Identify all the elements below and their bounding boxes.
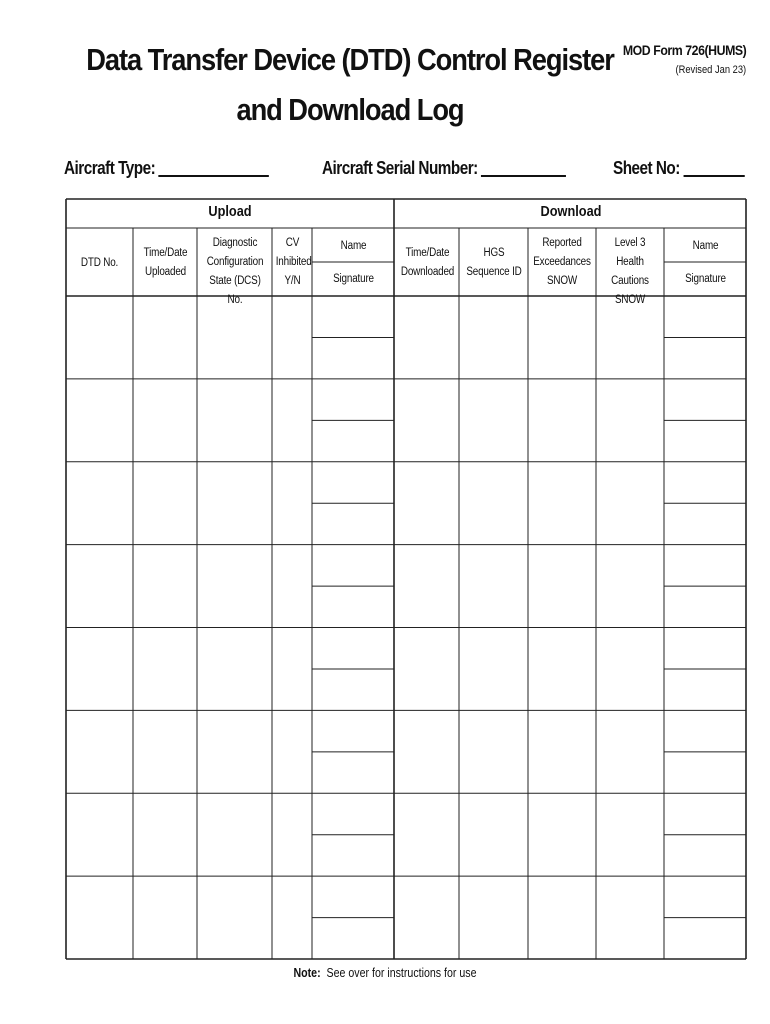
form-revision: (Revised Jan 23) [675, 64, 746, 76]
col-time-downloaded-l2: Downloaded [400, 266, 455, 278]
col-level3-cautions [601, 234, 659, 310]
col-exceedances-l2: Exceedances [533, 256, 591, 268]
aircraft-serial-label: Aircraft Serial Number: [322, 158, 478, 178]
col-dcs [203, 234, 267, 310]
col-cv-inhibited [276, 234, 310, 291]
col-exceedances [533, 234, 591, 291]
col-upload-name: Name [340, 240, 367, 252]
form-number: MOD Form 726(HUMS) [622, 42, 746, 58]
col-time-uploaded-l2: Uploaded [145, 266, 186, 278]
col-cv-l3: Y/N [284, 275, 301, 287]
col-level3-l1: Level 3 Health [614, 237, 646, 268]
col-level3-l2: Cautions [611, 275, 649, 287]
col-time-downloaded [400, 244, 454, 282]
col-dcs-l3: State (DCS) No. [209, 275, 261, 306]
col-upload-signature: Signature [333, 273, 374, 285]
col-time-downloaded-l1: Time/Date [405, 247, 450, 259]
aircraft-type-label: Aircraft Type: [64, 158, 156, 178]
col-exceedances-l3: SNOW [546, 275, 578, 287]
col-hgs-l1: HGS [483, 247, 505, 259]
col-exceedances-l1: Reported [542, 237, 582, 249]
col-dcs-l2: Configuration [206, 256, 264, 268]
sheet-no-label: Sheet No: [613, 158, 680, 178]
note-text: See over for instructions for use [326, 966, 477, 980]
col-dtd-no: DTD No. [80, 257, 119, 269]
form-title-line2: and Download Log [236, 92, 464, 127]
col-download-name: Name [692, 240, 719, 252]
col-time-uploaded-l1: Time/Date [143, 247, 188, 259]
col-cv-l1: CV [285, 237, 300, 249]
form-title-line1: Data Transfer Device (DTD) Control Register [86, 42, 614, 77]
col-time-uploaded [138, 244, 192, 282]
col-level3-l3: SNOW [614, 294, 646, 306]
col-hgs-l2: Sequence ID [466, 266, 522, 278]
footer-note [58, 966, 713, 980]
col-cv-l2: Inhibited [275, 256, 312, 268]
note-label: Note: [293, 966, 321, 980]
upload-group-header: Upload [208, 203, 252, 220]
col-download-signature: Signature [685, 273, 726, 285]
col-hgs-sequence [465, 244, 523, 282]
download-group-header: Download [540, 203, 602, 220]
col-dcs-l1: Diagnostic [212, 237, 258, 249]
